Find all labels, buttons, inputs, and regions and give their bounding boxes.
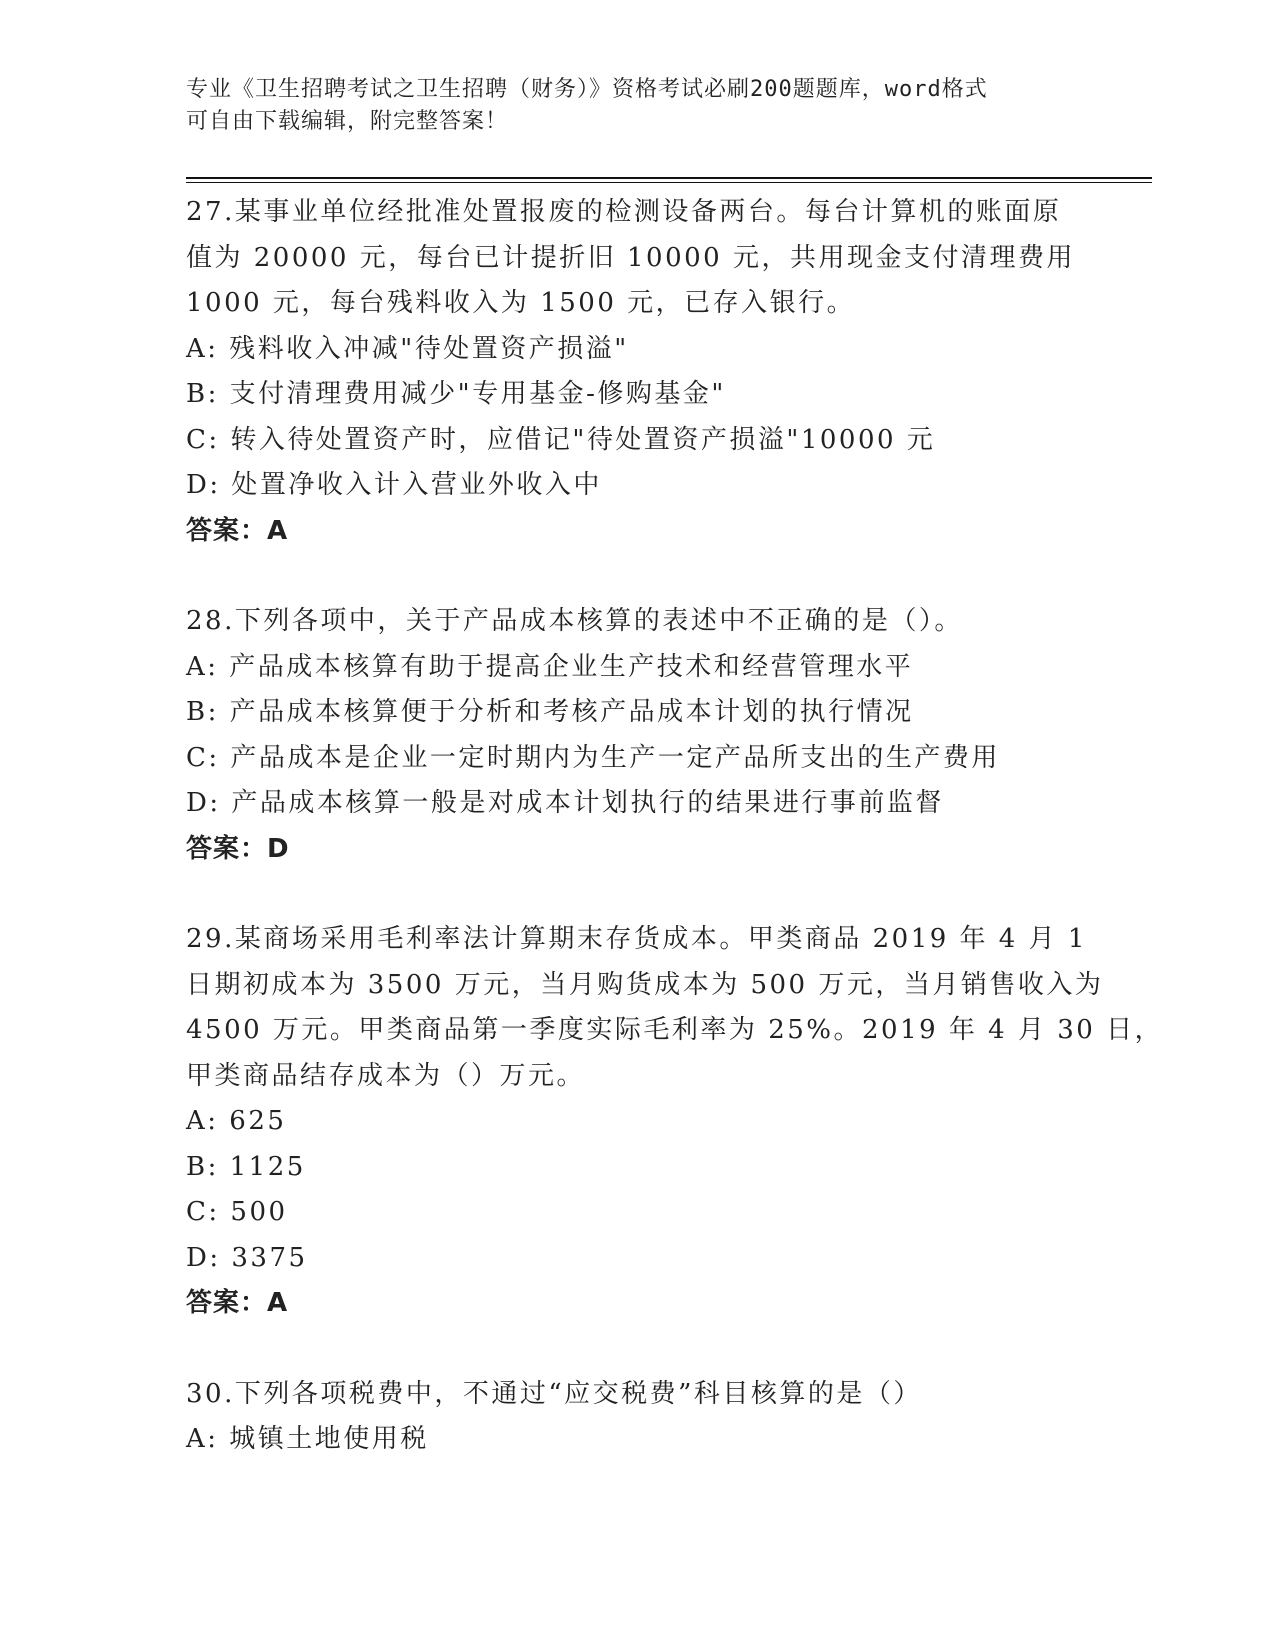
question-27: [186, 190, 1086, 554]
question-30: [186, 1372, 1086, 1463]
question-stem-line: 29.某商场采用毛利率法计算期末存货成本。甲类商品 2019 年 4 月 1: [186, 924, 1087, 954]
question-stem-line: 30.下列各项税费中，不通过“应交税费”科目核算的是（）: [186, 1378, 922, 1409]
question-stem-line: 27.某事业单位经批准处置报废的检测设备两台。每台计算机的账面原: [186, 197, 1062, 227]
question-stem-line: 值为 20000 元，每台已计提折旧 10000 元，共用现金支付清理费用: [186, 242, 1075, 273]
option-d: D: 处置净收入计入营业外收入中: [186, 470, 602, 500]
option-d: D: 3375: [186, 1242, 308, 1273]
question-list: [186, 190, 1164, 1508]
option-a: A: 残料收入冲减"待处置资产损溢": [186, 333, 629, 364]
question-stem-line: 甲类商品结存成本为（）万元。: [186, 1060, 586, 1091]
option-a: A: 产品成本核算有助于提高企业生产技术和经营管理水平: [186, 651, 914, 682]
answer-line: 答案：A: [186, 515, 289, 546]
answer-line: 答案：D: [186, 833, 290, 864]
answer-line: 答案：A: [186, 1288, 289, 1318]
option-a: A: 城镇土地使用税: [186, 1424, 429, 1454]
option-d: D: 产品成本核算一般是对成本计划执行的结果进行事前监督: [186, 788, 944, 818]
option-a: A: 625: [186, 1106, 287, 1136]
question-stem-line: 日期初成本为 3500 万元，当月购货成本为 500 万元，当月销售收入为: [186, 969, 1104, 1000]
option-c: C: 转入待处置资产时，应借记"待处置资产损溢"10000 元: [186, 424, 936, 455]
question-29: [186, 917, 1164, 1327]
question-stem-line: 1000 元，每台残料收入为 1500 元，已存入银行。: [186, 288, 856, 318]
option-b: B: 支付清理费用减少"专用基金-修购基金": [186, 379, 726, 409]
question-28: [186, 599, 1086, 872]
option-b: B: 产品成本核算便于分析和考核产品成本计划的执行情况: [186, 697, 914, 727]
option-b: B: 1125: [186, 1151, 306, 1182]
header-line-1: 专业《卫生招聘考试之卫生招聘（财务）》资格考试必刷200题题库，word格式: [186, 77, 988, 102]
question-stem-line: 4500 万元。甲类商品第一季度实际毛利率为 25%。2019 年 4 月 30 日，: [186, 1015, 1164, 1045]
question-stem-line: 28.下列各项中，关于产品成本核算的表述中不正确的是（）。: [186, 606, 963, 636]
header-divider-thin: [186, 182, 1152, 183]
document-header: [186, 74, 1066, 138]
option-c: C: 产品成本是企业一定时期内为生产一定产品所支出的生产费用: [186, 742, 1000, 773]
header-line-2: 可自由下载编辑，附完整答案！: [186, 109, 509, 134]
option-c: C: 500: [186, 1197, 288, 1227]
header-divider-thick: [186, 177, 1152, 179]
